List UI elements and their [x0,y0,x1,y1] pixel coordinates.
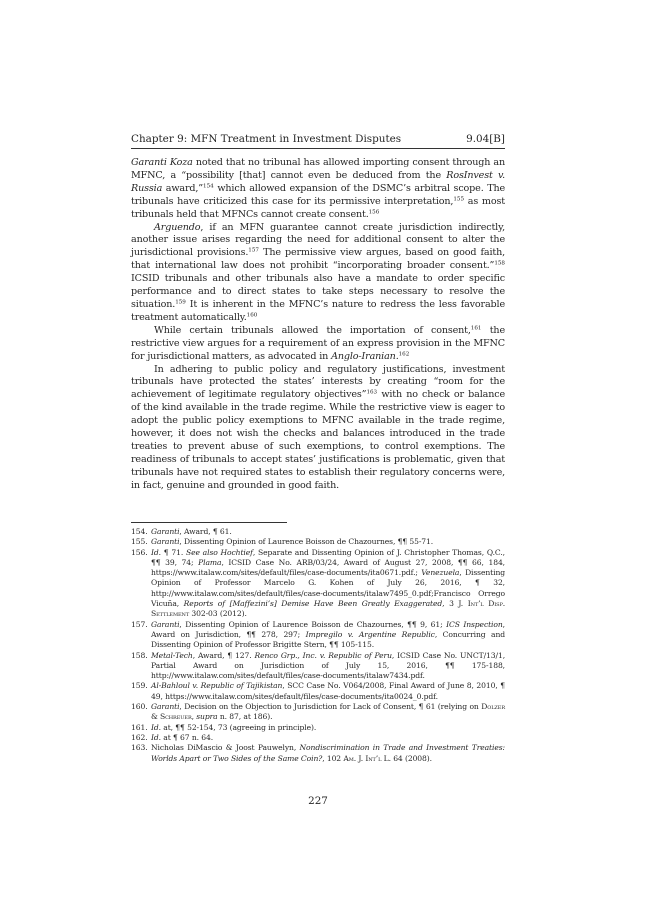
footnote-text [151,548,505,620]
text-run: with no check or balance of the kind available in the trade regime. While the restrictive view is eager to adopt the public policy exemptions to MFNC available in the trade regime, however, it does not wish the checks and balances introduced in the trade treaties to prevent abuse of such exemptions, to control exemptions. The readiness of tribunals to accept states’ justifications is problematic, given that tribunals have not required states to establish their regulatory concerns were, in fact, genuine and grounded in good faith. [131,389,505,491]
text-run: n. 87, at 186). [217,712,273,722]
footnote-number: 159. [131,681,148,691]
text-run: , if an MFN guarantee cannot create jurisdiction indirectly, another issue arises regarding the need for additional consent to alter the jurisdictional provisions. [131,221,505,259]
footnote-ref-157[interactable]: 157 [248,247,259,254]
journal-name: Am. J. Int’l L. [343,753,391,763]
footnote-number: 154. [131,527,148,536]
text-run: Nicholas DiMascio & Joost Pauwelyn, [151,743,300,753]
citation-signal: Id. [151,732,161,742]
footnotes [131,527,505,764]
text-run: at, ¶¶ 52-154, 73 (agreeing in principle). [160,722,317,732]
text-run: , ICSID Case No. UNCT/13/1, Partial Award on Jurisdiction of July 15, 2016, ¶¶ 175-188, http://www.italaw.com/sites/default/files/case-documents/italaw7434.pdf. [151,650,506,681]
running-header [131,132,505,146]
text-run: , Dissenting Opinion of Laurence Boisson de Chazournes, ¶¶ 55-71. [179,537,434,547]
case-name: Metal-Tech [151,650,193,660]
citation-signal: Id. [151,722,161,732]
footnote-154 [131,527,505,537]
text-run: , Dissenting Opinion of Laurence Boisson de Chazournes, ¶¶ 9, 61; [179,619,447,629]
paragraph-3 [131,325,505,364]
text-run: , Award, ¶ 61. [179,527,232,536]
text-run: , Award, ¶ 127. [192,650,255,660]
footnote-text [151,527,505,537]
footnote-text [151,723,505,733]
text-run: , 3 J. [442,599,468,609]
text-run: . [395,350,399,362]
footnote-text [151,651,505,682]
text-run: It is inherent in the MFNC’s nature to redress the less favorable treatment automatically. [131,298,505,323]
case-name: Garanti [151,537,180,547]
text-run: In adhering to public policy and regulatory justifications, investment tribunals have protected the states’ interests by creating “room for the achievement of legitimate regulatory objectives” [131,363,505,401]
text-run: as most tribunals held that MFNCs cannot create consent. [131,195,505,220]
footnote-ref-159[interactable]: 159 [175,299,186,306]
footnote-156 [131,548,505,620]
text-run: 64 (2008). [390,753,432,763]
citation-signal: Id. [151,547,161,557]
case-name: RosInvest v. Russia [131,169,505,194]
text-run: The permissive view argues, based on good faith, that international law does not prohibit “incorporating broader consent.” [131,247,506,272]
text-run: the restrictive view argues for a requirement of an express provision in the MFNC for jurisdictional matters, as advocated in [131,324,505,362]
footnote-text [151,537,505,547]
footnote-162 [131,733,505,743]
text-run: which allowed expansion of the DSMC’s arbitral scope. The tribunals have criticized this case for its permissive interpretation, [131,182,506,207]
footnote-155 [131,537,505,547]
footnote-text [151,733,505,743]
paragraph-4 [131,364,505,493]
footnote-163 [131,743,505,764]
text-run: , 102 [322,753,344,763]
emphasis-term: Arguendo [154,221,201,233]
case-name: Plama [198,557,222,567]
footnote-number: 156. [131,547,148,557]
footnote-text [151,743,505,764]
footnote-number: 157. [131,619,148,629]
footnote-ref-162[interactable]: 162 [398,351,410,357]
case-name: Venezuela [421,568,460,578]
text-run: award,” [162,182,204,194]
text-run: , Separate and Dissenting Opinion of J. Christopher Thomas, Q.C., ¶¶ 39, 74; [151,547,505,567]
footnote-number: 160. [131,702,148,712]
text-run: , Dissenting Opinion of Professor Marcelo G. Kohen of July 26, 2016, ¶ 32, http://www.italaw.com/sites/default/files/case-documents/italaw7495_0.pdf;Francisco Orrego Vicuña, [151,568,505,609]
paragraph-2 [131,222,505,325]
footnote-ref-161[interactable]: 161 [470,325,482,332]
footnote-number: 161. [131,722,148,732]
case-name: Garanti [151,527,180,536]
text-run: ICSID tribunals and other tribunals also have a mandate to order specific performance and to direct states to take steps necessary to resolve the situation. [131,273,505,310]
text-run: ¶ 71. [160,547,186,557]
footnote-text [151,702,505,723]
text-run: , Award on Jurisdiction, ¶¶ 278, 297; [151,619,505,639]
case-name: Renco Grp., Inc. v. Republic of Peru [254,650,392,660]
citation-signal: supra [196,712,218,722]
case-name: Anglo-Iranian [331,350,396,362]
text-run: , SCC Case No. V064/2008, Final Award of June 8, 2010, ¶ 49, https://www.italaw.com/sites/default/files/case-documents/ita0024_0.pdf. [151,681,505,701]
footnote-ref-156[interactable]: 156 [368,209,380,216]
page-number: 227 [308,795,328,807]
footnote-number: 163. [131,743,148,753]
text-run: 302-03 (2012). [189,609,247,619]
case-name: See also Hochtief [185,547,253,557]
case-name: Al-Bahloul v. Republic of Tajikistan [151,681,283,691]
footnote-161 [131,723,505,733]
footnote-ref-155[interactable]: 155 [453,196,465,203]
chapter-title: Chapter 9: MFN Treatment in Investment Disputes [131,133,402,145]
footnote-text [151,681,505,702]
case-name: Garanti Koza [131,157,193,168]
paragraph-1 [131,157,505,222]
journal-name: Int’l Disp. Settlement [151,599,506,619]
text-run: , Concurring and Dissenting Opinion of Professor Brigitte Stern, ¶¶ 105-115. [151,629,505,650]
footnote-ref-163[interactable]: 163 [366,389,378,396]
footnote-separator [131,522,287,523]
footnote-ref-158[interactable]: 158 [494,260,505,267]
section-reference: 9.04[B] [466,133,505,145]
case-name: Impregilo v. Argentine Republic [305,629,435,639]
footnote-number: 155. [131,537,148,547]
footnote-number: 158. [131,650,148,660]
text-run: While certain tribunals allowed the importation of consent, [154,324,471,336]
footnote-160 [131,702,505,723]
text-run: , Decision on the Objection to Jurisdiction for Lack of Consent, ¶ 61 (relying on [179,702,482,712]
footnote-158 [131,651,505,682]
body-text [131,157,505,493]
text-run: noted that no tribunal has allowed importing consent through an MFNC, a “possibility [that] cannot even be deduced from the [131,157,505,181]
article-title: Reports of [Maffezini’s] Demise Have Been Greatly Exaggerated [183,599,443,609]
footnote-159 [131,681,505,702]
case-name: ICS Inspection [446,619,503,629]
footnote-ref-154[interactable]: 154 [203,183,214,190]
author-names: Dolzer & Schreuer [151,702,505,722]
footnote-number: 162. [131,732,148,742]
text-run: , ICSID Case No. ARB/03/24, Award of August 27, 2008, ¶¶ 66, 184, https://www.italaw.com/sites/default/files/case-documents/ita0671.pdf.; [151,557,505,578]
case-name: Garanti [151,619,180,629]
header-rule [131,148,505,149]
text-run: , [191,712,197,722]
footnote-157 [131,620,505,651]
footnote-text [151,620,505,651]
text-run: at ¶ 67 n. 64. [160,732,214,742]
case-name: Garanti [151,702,180,712]
article-title: Nondiscrimination in Trade and Investment Treaties: Worlds Apart or Two Sides of the Same Coin? [151,743,505,763]
footnote-ref-160[interactable]: 160 [246,312,258,319]
